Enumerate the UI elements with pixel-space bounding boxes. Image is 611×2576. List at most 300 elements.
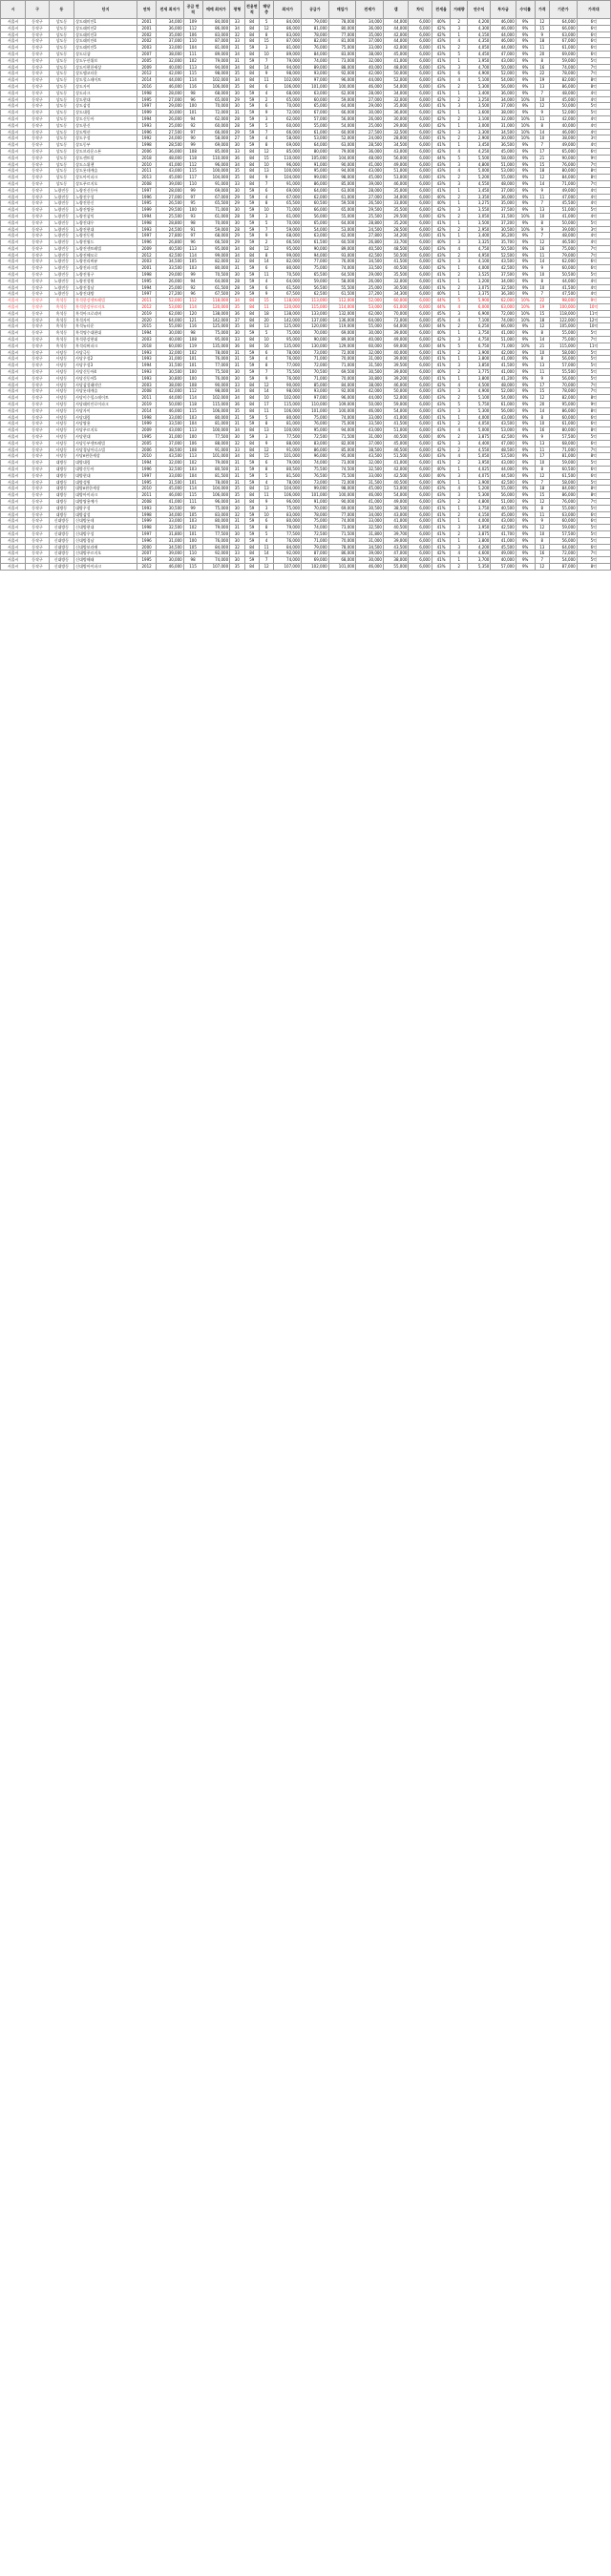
table-cell[interactable]: 9% xyxy=(516,252,535,259)
table-cell[interactable]: 70,000 xyxy=(328,356,356,363)
table-cell[interactable]: 대방성원 xyxy=(74,479,137,486)
table-cell[interactable]: 105 xyxy=(183,259,202,265)
table-cell[interactable]: 65,000 xyxy=(328,207,356,214)
table-cell[interactable]: 76,000 xyxy=(328,259,356,265)
table-cell[interactable]: 13 xyxy=(535,440,549,447)
table-cell[interactable]: 45,000 xyxy=(491,511,516,518)
table-cell[interactable]: 64,000 xyxy=(157,317,184,323)
table-cell[interactable]: 34 xyxy=(230,161,244,168)
table-cell[interactable]: 동작구 xyxy=(26,200,49,207)
table-cell[interactable]: 신대방동 xyxy=(49,557,74,564)
table-cell[interactable]: 59 xyxy=(244,466,259,472)
table-cell[interactable]: 34 xyxy=(230,498,244,505)
table-cell[interactable]: 11 xyxy=(535,369,549,376)
table-cell[interactable]: 84 xyxy=(244,38,259,45)
table-cell[interactable]: 64,500 xyxy=(328,272,356,279)
table-cell[interactable]: 104 xyxy=(183,472,202,479)
table-cell[interactable]: 1993 xyxy=(137,122,157,129)
table-cell[interactable]: 6,000 xyxy=(409,252,432,259)
table-cell[interactable]: 79,000 xyxy=(328,148,356,155)
table-cell[interactable]: 신대방동 xyxy=(49,551,74,557)
table-cell[interactable]: 59 xyxy=(244,291,259,298)
table-cell[interactable]: 10% xyxy=(516,304,535,311)
table-cell[interactable]: 70,000 xyxy=(302,330,329,337)
table-cell[interactable]: 서울시 xyxy=(1,122,26,129)
table-cell[interactable]: 사당신동아5 xyxy=(74,375,137,382)
table-cell[interactable]: 10 xyxy=(535,135,549,142)
column-header[interactable]: 구 xyxy=(26,1,49,19)
table-cell[interactable]: 4,025 xyxy=(468,466,491,472)
table-cell[interactable]: 9 xyxy=(535,434,549,441)
table-cell[interactable]: 5,300 xyxy=(468,492,491,499)
table-row[interactable] xyxy=(1,505,611,511)
table-cell[interactable]: 4 xyxy=(451,38,468,45)
table-cell[interactable]: 노량진동 xyxy=(49,265,74,272)
table-cell[interactable]: 7 xyxy=(259,557,273,564)
table-cell[interactable]: 2006 xyxy=(137,148,157,155)
table-cell[interactable]: 53,500 xyxy=(491,453,516,460)
table-cell[interactable]: 8억 xyxy=(577,492,610,499)
table-cell[interactable]: 91,000 xyxy=(302,161,329,168)
table-cell[interactable]: 노량진동 xyxy=(49,219,74,226)
table-cell[interactable]: 46,000 xyxy=(157,83,184,90)
table-cell[interactable]: 30,000 xyxy=(157,557,184,564)
table-cell[interactable]: 39,000 xyxy=(157,180,184,187)
table-cell[interactable]: 30,500 xyxy=(383,284,408,291)
table-cell[interactable]: 동작구 xyxy=(26,395,49,402)
table-cell[interactable]: 9% xyxy=(516,530,535,537)
table-cell[interactable]: 5 xyxy=(259,530,273,537)
table-cell[interactable]: 76,000 xyxy=(274,537,302,544)
table-cell[interactable]: 52,000 xyxy=(356,298,384,304)
table-cell[interactable]: 93,000 xyxy=(302,388,329,395)
table-cell[interactable]: 2014 xyxy=(137,77,157,84)
table-cell[interactable]: 2007 xyxy=(137,551,157,557)
table-cell[interactable]: 1995 xyxy=(137,557,157,564)
table-cell[interactable]: 30,500 xyxy=(157,505,184,511)
table-cell[interactable]: 사당삼성래미안 xyxy=(74,382,137,388)
table-cell[interactable]: 29,000 xyxy=(356,272,384,279)
table-cell[interactable]: 16 xyxy=(259,343,273,349)
table-cell[interactable]: 114 xyxy=(183,304,202,311)
table-cell[interactable]: 67,000 xyxy=(202,194,230,200)
table-cell[interactable]: 8 xyxy=(259,200,273,207)
table-cell[interactable]: 36,000 xyxy=(383,110,408,116)
table-cell[interactable]: 48,000 xyxy=(491,382,516,388)
column-header[interactable]: 연차 xyxy=(137,1,157,19)
table-cell[interactable]: 신대방보라매 xyxy=(74,544,137,551)
table-cell[interactable]: 34 xyxy=(230,51,244,57)
table-cell[interactable]: 137,000 xyxy=(302,317,329,323)
table-cell[interactable]: 서울시 xyxy=(1,402,26,408)
table-cell[interactable]: 95 xyxy=(183,200,202,207)
table-cell[interactable]: 상도동 xyxy=(49,161,74,168)
table-cell[interactable]: 사당자이 xyxy=(74,407,137,414)
table-cell[interactable]: 42% xyxy=(432,148,451,155)
table-cell[interactable]: 47,000 xyxy=(550,194,578,200)
table-row[interactable] xyxy=(1,245,611,252)
table-cell[interactable]: 1 xyxy=(451,291,468,298)
table-cell[interactable]: 상도동 xyxy=(49,77,74,84)
table-cell[interactable]: 69,000 xyxy=(550,51,578,57)
table-cell[interactable]: 상도동 xyxy=(49,45,74,52)
table-cell[interactable]: 36 xyxy=(230,310,244,317)
table-cell[interactable]: 43,000 xyxy=(383,511,408,518)
table-cell[interactable]: 12 xyxy=(535,498,549,505)
table-row[interactable] xyxy=(1,129,611,135)
table-cell[interactable]: 41% xyxy=(432,142,451,149)
table-cell[interactable]: 31 xyxy=(230,265,244,272)
table-cell[interactable]: 84 xyxy=(244,304,259,311)
table-cell[interactable]: 8 xyxy=(535,356,549,363)
table-cell[interactable]: 4억 xyxy=(577,90,610,96)
table-cell[interactable]: 3,400 xyxy=(468,90,491,96)
table-cell[interactable]: 30 xyxy=(230,187,244,194)
table-cell[interactable]: 9% xyxy=(516,207,535,214)
table-cell[interactable]: 79,000 xyxy=(302,19,329,26)
table-cell[interactable]: 3 xyxy=(451,407,468,414)
table-cell[interactable]: 신대방우성 xyxy=(74,530,137,537)
table-cell[interactable]: 39,000 xyxy=(550,226,578,233)
table-cell[interactable]: 38,000 xyxy=(550,135,578,142)
table-cell[interactable]: 59 xyxy=(244,239,259,246)
table-cell[interactable]: 64,000 xyxy=(202,278,230,284)
table-cell[interactable]: 6,000 xyxy=(409,466,432,472)
table-cell[interactable]: 75,000 xyxy=(328,421,356,427)
table-cell[interactable]: 2 xyxy=(451,135,468,142)
table-cell[interactable]: 14 xyxy=(535,180,549,187)
table-cell[interactable]: 2 xyxy=(451,434,468,441)
table-cell[interactable]: 26,000 xyxy=(157,115,184,122)
table-row[interactable] xyxy=(1,90,611,96)
table-row[interactable] xyxy=(1,207,611,214)
table-cell[interactable]: 42% xyxy=(432,440,451,447)
table-cell[interactable]: 5 xyxy=(451,155,468,161)
table-cell[interactable]: 5억 xyxy=(577,479,610,486)
table-cell[interactable]: 41,000 xyxy=(491,356,516,363)
table-cell[interactable]: 9% xyxy=(516,148,535,155)
table-cell[interactable]: 39,000 xyxy=(383,537,408,544)
table-cell[interactable]: 7억 xyxy=(577,551,610,557)
table-cell[interactable]: 3,800 xyxy=(468,356,491,363)
table-cell[interactable]: 동작구 xyxy=(26,518,49,525)
table-cell[interactable]: 56,000 xyxy=(302,213,329,219)
column-header[interactable]: 전세율 xyxy=(432,1,451,19)
table-cell[interactable]: 노량진동 xyxy=(49,187,74,194)
table-row[interactable] xyxy=(1,447,611,453)
table-cell[interactable]: 6,000 xyxy=(409,96,432,103)
table-cell[interactable]: 47,000 xyxy=(383,551,408,557)
table-cell[interactable]: 6,000 xyxy=(409,395,432,402)
table-cell[interactable]: 11 xyxy=(259,544,273,551)
table-cell[interactable]: 6,000 xyxy=(409,323,432,330)
table-cell[interactable]: 5억 xyxy=(577,356,610,363)
table-cell[interactable]: 상도동 xyxy=(49,175,74,181)
table-cell[interactable]: 100 xyxy=(183,537,202,544)
table-cell[interactable]: 9% xyxy=(516,187,535,194)
table-cell[interactable]: 6,000 xyxy=(409,103,432,110)
table-cell[interactable]: 동작구 xyxy=(26,317,49,323)
table-cell[interactable]: 115,000 xyxy=(302,304,329,311)
table-cell[interactable]: 상도래미안3 xyxy=(74,31,137,38)
table-cell[interactable]: 89,000 xyxy=(302,64,329,71)
table-cell[interactable]: 62,000 xyxy=(491,298,516,304)
table-cell[interactable]: 39,000 xyxy=(157,551,184,557)
table-cell[interactable]: 37,000 xyxy=(356,38,384,45)
table-cell[interactable]: 42,000 xyxy=(356,388,384,395)
table-cell[interactable]: 서울시 xyxy=(1,57,26,64)
table-cell[interactable]: 79,000 xyxy=(274,57,302,64)
table-cell[interactable]: 41% xyxy=(432,57,451,64)
table-cell[interactable]: 서울시 xyxy=(1,252,26,259)
table-cell[interactable]: 48,000 xyxy=(383,64,408,71)
table-cell[interactable]: 83,000 xyxy=(328,51,356,57)
table-cell[interactable]: 68,000 xyxy=(328,557,356,564)
table-cell[interactable]: 44,000 xyxy=(491,31,516,38)
table-cell[interactable]: 40% xyxy=(432,19,451,26)
table-cell[interactable]: 89,000 xyxy=(328,245,356,252)
table-cell[interactable]: 9% xyxy=(516,505,535,511)
table-cell[interactable]: 서울시 xyxy=(1,518,26,525)
table-cell[interactable]: 2008 xyxy=(137,388,157,395)
column-header[interactable]: 최저가 xyxy=(274,1,302,19)
table-cell[interactable]: 13 xyxy=(259,427,273,434)
table-cell[interactable]: 30 xyxy=(230,330,244,337)
table-cell[interactable]: 9% xyxy=(516,414,535,421)
table-cell[interactable]: 120,000 xyxy=(202,304,230,311)
table-cell[interactable]: 65,000 xyxy=(550,148,578,155)
table-cell[interactable]: 5 xyxy=(259,414,273,421)
table-cell[interactable]: 63,000 xyxy=(491,304,516,311)
table-cell[interactable]: 66,000 xyxy=(328,110,356,116)
table-cell[interactable]: 83,000 xyxy=(274,511,302,518)
table-cell[interactable]: 2011 xyxy=(137,492,157,499)
table-cell[interactable]: 서울시 xyxy=(1,369,26,376)
table-cell[interactable]: 43,000 xyxy=(356,168,384,175)
table-cell[interactable]: 동작구 xyxy=(26,64,49,71)
table-cell[interactable]: 32,000 xyxy=(356,57,384,64)
table-cell[interactable]: 32 xyxy=(230,31,244,38)
table-row[interactable] xyxy=(1,369,611,376)
table-cell[interactable]: 34,500 xyxy=(491,129,516,135)
table-cell[interactable]: 41,000 xyxy=(356,498,384,505)
table-cell[interactable]: 65,500 xyxy=(274,200,302,207)
table-row[interactable] xyxy=(1,148,611,155)
table-cell[interactable]: 1 xyxy=(451,330,468,337)
table-cell[interactable]: 34,000 xyxy=(356,19,384,26)
table-cell[interactable]: 113 xyxy=(183,453,202,460)
table-cell[interactable]: 서울시 xyxy=(1,349,26,356)
table-cell[interactable]: 33 xyxy=(230,148,244,155)
column-header[interactable]: 전용면적 xyxy=(244,1,259,19)
table-cell[interactable]: 98,000 xyxy=(274,71,302,77)
table-cell[interactable]: 56,000 xyxy=(550,537,578,544)
table-cell[interactable]: 110,000 xyxy=(202,155,230,161)
table-cell[interactable]: 6,000 xyxy=(409,187,432,194)
table-cell[interactable]: 62,000 xyxy=(274,115,302,122)
table-cell[interactable]: 35,500 xyxy=(383,272,408,279)
table-cell[interactable]: 30 xyxy=(230,434,244,441)
table-cell[interactable]: 65,000 xyxy=(302,219,329,226)
table-cell[interactable]: 33,500 xyxy=(157,421,184,427)
table-row[interactable] xyxy=(1,103,611,110)
table-cell[interactable]: 4 xyxy=(451,304,468,311)
table-cell[interactable]: 71,000 xyxy=(550,180,578,187)
table-cell[interactable]: 동작구 xyxy=(26,122,49,129)
table-cell[interactable]: 2 xyxy=(451,272,468,279)
table-cell[interactable]: 사당동 xyxy=(49,356,74,363)
table-cell[interactable]: 74,000 xyxy=(302,460,329,467)
table-cell[interactable]: 28 xyxy=(230,226,244,233)
table-cell[interactable]: 96 xyxy=(183,96,202,103)
table-cell[interactable]: 52,000 xyxy=(550,110,578,116)
table-cell[interactable]: 33,500 xyxy=(157,265,184,272)
table-cell[interactable]: 11억 xyxy=(577,310,610,317)
table-cell[interactable]: 114 xyxy=(183,395,202,402)
table-cell[interactable]: 10 xyxy=(259,395,273,402)
table-cell[interactable]: 50,000 xyxy=(356,402,384,408)
table-cell[interactable]: 노량진동 xyxy=(49,207,74,214)
table-cell[interactable]: 32,000 xyxy=(157,349,184,356)
table-cell[interactable]: 77,000 xyxy=(202,363,230,369)
table-cell[interactable]: 44,000 xyxy=(550,278,578,284)
table-cell[interactable]: 84,000 xyxy=(202,19,230,26)
table-cell[interactable]: 10억 xyxy=(577,304,610,311)
table-cell[interactable]: 동작구 xyxy=(26,129,49,135)
table-cell[interactable]: 9% xyxy=(516,525,535,531)
table-cell[interactable]: 18 xyxy=(535,168,549,175)
table-cell[interactable]: 동작구 xyxy=(26,115,49,122)
table-cell[interactable]: 65,000 xyxy=(202,96,230,103)
table-cell[interactable]: 2 xyxy=(451,83,468,90)
table-cell[interactable]: 41% xyxy=(432,530,451,537)
table-cell[interactable]: 84,000 xyxy=(550,175,578,181)
table-cell[interactable]: 9% xyxy=(516,460,535,467)
table-cell[interactable]: 서울시 xyxy=(1,440,26,447)
table-cell[interactable]: 3 xyxy=(451,103,468,110)
table-cell[interactable]: 41% xyxy=(432,233,451,239)
table-cell[interactable]: 동작구 xyxy=(26,440,49,447)
table-cell[interactable]: 동작구 xyxy=(26,323,49,330)
table-cell[interactable]: 사당우성3 xyxy=(74,363,137,369)
table-cell[interactable]: 54,000 xyxy=(383,407,408,414)
table-cell[interactable]: 84 xyxy=(244,155,259,161)
table-cell[interactable]: 42% xyxy=(432,447,451,453)
table-cell[interactable]: 4억 xyxy=(577,239,610,246)
table-cell[interactable]: 51,000 xyxy=(491,337,516,343)
table-cell[interactable]: 95,000 xyxy=(274,337,302,343)
table-cell[interactable]: 77,000 xyxy=(302,259,329,265)
table-cell[interactable]: 6,000 xyxy=(409,530,432,537)
table-cell[interactable]: 35 xyxy=(230,563,244,570)
table-cell[interactable]: 36,300 xyxy=(491,291,516,298)
table-cell[interactable]: 61,000 xyxy=(491,402,516,408)
table-cell[interactable]: 35 xyxy=(230,83,244,90)
table-cell[interactable]: 2010 xyxy=(137,161,157,168)
table-cell[interactable]: 흑석자이 xyxy=(74,317,137,323)
table-cell[interactable]: 9% xyxy=(516,563,535,570)
table-cell[interactable]: 102 xyxy=(183,525,202,531)
table-cell[interactable]: 86,000 xyxy=(328,551,356,557)
table-cell[interactable]: 6,000 xyxy=(409,213,432,219)
table-cell[interactable]: 1995 xyxy=(137,434,157,441)
table-cell[interactable]: 40,000 xyxy=(356,337,384,343)
table-cell[interactable]: 41,000 xyxy=(383,414,408,421)
table-cell[interactable]: 1 xyxy=(451,200,468,207)
table-cell[interactable]: 서울시 xyxy=(1,272,26,279)
table-cell[interactable]: 신대방현대 xyxy=(74,525,137,531)
table-cell[interactable]: 64,000 xyxy=(356,317,384,323)
table-cell[interactable]: 1993 xyxy=(137,226,157,233)
table-cell[interactable]: 10% xyxy=(516,298,535,304)
table-cell[interactable]: 95,000 xyxy=(550,402,578,408)
table-cell[interactable]: 76,000 xyxy=(550,161,578,168)
table-cell[interactable]: 서울시 xyxy=(1,233,26,239)
table-cell[interactable]: 73,000 xyxy=(328,57,356,64)
table-cell[interactable]: 30 xyxy=(230,103,244,110)
table-cell[interactable]: 3 xyxy=(451,129,468,135)
table-cell[interactable]: 4억 xyxy=(577,213,610,219)
table-cell[interactable]: 106,000 xyxy=(202,407,230,414)
table-cell[interactable]: 사당동 xyxy=(49,349,74,356)
table-cell[interactable]: 106,000 xyxy=(202,492,230,499)
table-cell[interactable]: 33,500 xyxy=(356,421,384,427)
table-cell[interactable]: 43,000 xyxy=(491,414,516,421)
table-cell[interactable]: 서울시 xyxy=(1,278,26,284)
table-cell[interactable]: 40,500 xyxy=(491,505,516,511)
table-cell[interactable]: 1998 xyxy=(137,414,157,421)
table-cell[interactable]: 동작구 xyxy=(26,96,49,103)
table-row[interactable] xyxy=(1,155,611,161)
table-cell[interactable]: 75,000 xyxy=(328,45,356,52)
table-cell[interactable]: 9% xyxy=(516,551,535,557)
table-cell[interactable]: 41% xyxy=(432,414,451,421)
table-row[interactable] xyxy=(1,434,611,441)
table-cell[interactable]: 2009 xyxy=(137,245,157,252)
table-cell[interactable]: 사당동 xyxy=(49,434,74,441)
table-cell[interactable]: 35,000 xyxy=(356,31,384,38)
table-cell[interactable]: 흑석한강현대 xyxy=(74,337,137,343)
table-cell[interactable]: 10% xyxy=(516,343,535,349)
table-cell[interactable]: 71,000 xyxy=(302,356,329,363)
table-cell[interactable]: 4,400 xyxy=(468,440,491,447)
table-cell[interactable]: 46,000 xyxy=(157,563,184,570)
table-cell[interactable]: 29 xyxy=(230,291,244,298)
table-cell[interactable]: 4 xyxy=(451,168,468,175)
table-cell[interactable]: 115,000 xyxy=(202,402,230,408)
table-cell[interactable]: 34,300 xyxy=(383,291,408,298)
table-cell[interactable]: 56,000 xyxy=(550,375,578,382)
table-cell[interactable]: 46,500 xyxy=(550,239,578,246)
table-cell[interactable]: 5 xyxy=(451,402,468,408)
table-cell[interactable]: 72,500 xyxy=(302,434,329,441)
table-cell[interactable]: 82,000 xyxy=(550,395,578,402)
table-cell[interactable]: 95,000 xyxy=(302,168,329,175)
table-cell[interactable]: 6,000 xyxy=(409,317,432,323)
table-cell[interactable]: 111 xyxy=(183,51,202,57)
table-cell[interactable]: 4 xyxy=(259,194,273,200)
table-cell[interactable]: 동작구 xyxy=(26,284,49,291)
table-cell[interactable]: 4,950 xyxy=(468,252,491,259)
table-cell[interactable]: 62,000 xyxy=(302,194,329,200)
table-cell[interactable]: 96,000 xyxy=(328,77,356,84)
table-cell[interactable]: 10 xyxy=(535,421,549,427)
table-cell[interactable]: 1997 xyxy=(137,103,157,110)
table-cell[interactable]: 3,450 xyxy=(468,187,491,194)
table-cell[interactable]: 41% xyxy=(432,284,451,291)
table-cell[interactable]: 6,000 xyxy=(409,51,432,57)
table-cell[interactable]: 흑석명수대현대 xyxy=(74,330,137,337)
